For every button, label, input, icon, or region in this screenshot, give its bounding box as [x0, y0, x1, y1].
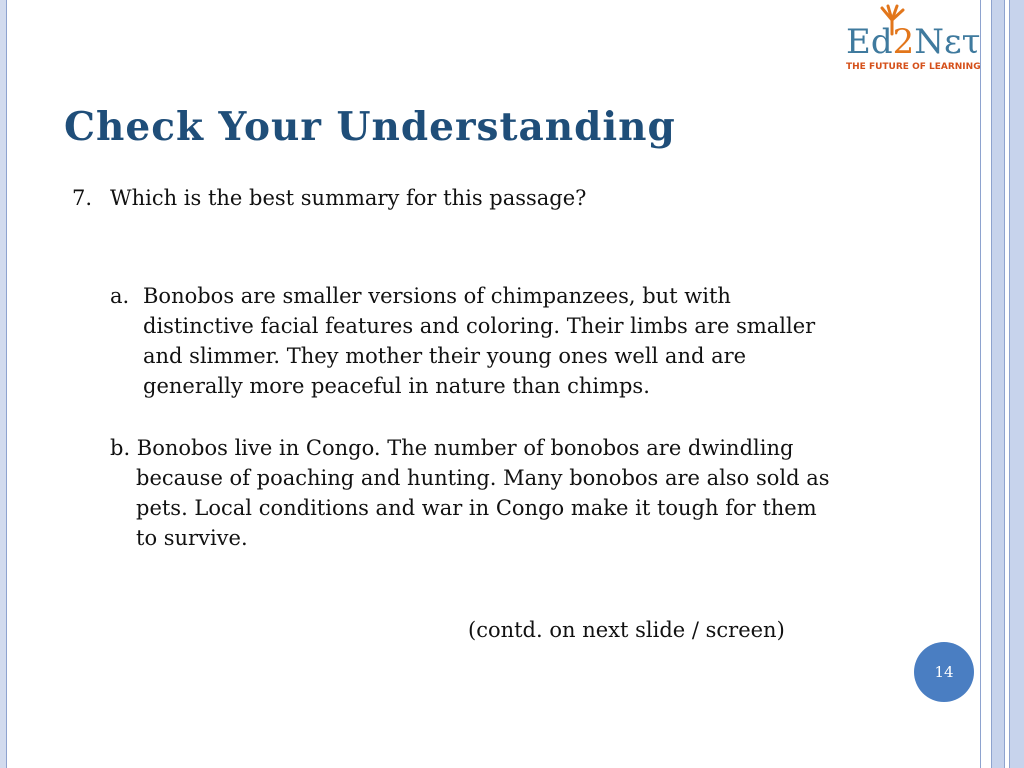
page-number-badge: 14 [914, 642, 974, 702]
option-a-marker: a. [110, 284, 130, 308]
option-b-line-2: because of poaching and hunting. Many bonobos are also sold as [136, 466, 830, 490]
right-border-decoration [980, 0, 1024, 768]
option-b-line-4: to survive. [136, 526, 248, 550]
option-b-line-3: pets. Local conditions and war in Congo make it tough for them [136, 496, 817, 520]
ed2net-logo [846, 4, 981, 76]
logo-text-two: 2 [892, 22, 915, 62]
logo-wordmark [846, 22, 980, 62]
slide-title: Check Your Understanding [64, 104, 676, 150]
option-a-line-2: distinctive facial features and coloring. Their limbs are smaller [143, 314, 816, 338]
logo-text-left: Ed [846, 22, 893, 62]
option-b-line-1: b. Bonobos live in Congo. The number of bonobos are dwindling [110, 436, 794, 460]
question [72, 186, 586, 210]
logo-text-right: Nετ [914, 22, 981, 62]
left-border-decoration [0, 0, 7, 768]
logo-tagline: THE FUTURE OF LEARNING [846, 62, 981, 72]
option-b [110, 433, 910, 553]
option-a-line-4: generally more peaceful in nature than chimps. [143, 374, 650, 398]
option-a-line-3: and slimmer. They mother their young ones well and are [143, 344, 747, 368]
option-a-line-1 [110, 281, 910, 311]
option-a-text-1: Bonobos are smaller versions of chimpanzees, but with [143, 284, 731, 308]
question-number: 7. [72, 186, 93, 210]
continued-note: (contd. on next slide / screen) [468, 618, 785, 642]
question-text: Which is the best summary for this passage? [110, 186, 587, 210]
option-a [110, 281, 910, 401]
